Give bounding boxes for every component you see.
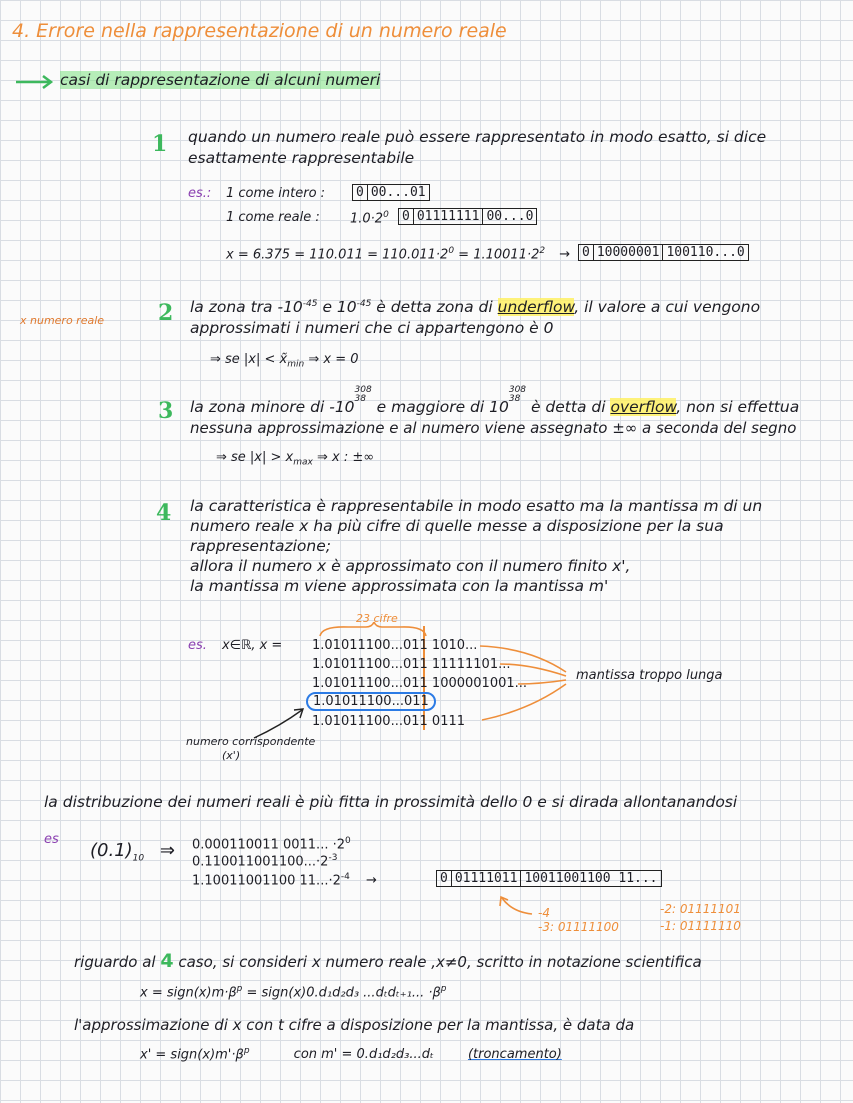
text: ⇒ se |x| > x — [216, 450, 294, 465]
exp: p — [440, 984, 447, 994]
row-value: 1.01011100...011 — [312, 638, 428, 653]
corresponding-symbol: (x') — [222, 749, 241, 762]
row-tail: 11111101... — [431, 657, 511, 672]
cifre-label: 23 cifre — [356, 612, 398, 625]
overflow-keyword: overflow — [610, 398, 677, 416]
value-box: 00...01 — [367, 184, 430, 201]
arrow-right-icon — [14, 74, 54, 90]
text: e maggiore di 10 — [376, 398, 509, 416]
text: è detta zona di — [376, 298, 493, 316]
case-4-line-1: la caratteristica è rappresentabile in modo esatto ma la mantissa m di un — [190, 497, 763, 515]
row-tail: 1010... — [431, 638, 478, 653]
mantissa-box: 10011001100 11... — [520, 870, 661, 887]
mantissa-box: 00...0 — [482, 208, 537, 225]
mantissa-row-5 — [312, 714, 465, 729]
formula-1 — [140, 984, 447, 1000]
mantissa-box: 100110...0 — [662, 244, 748, 261]
implies-glyph: ⇒ — [159, 840, 175, 861]
example-5-label: es — [44, 832, 59, 847]
exp: -45 — [302, 298, 318, 309]
reale-boxes — [398, 208, 536, 225]
sub: max — [293, 457, 313, 468]
example-5-lhs — [90, 840, 175, 864]
lhs-base: 10 — [132, 853, 145, 864]
case-1-line-2: esattamente rappresentabile — [188, 149, 415, 167]
troncamento-label: (troncamento) — [467, 1047, 562, 1063]
brace-23-cifre — [318, 622, 428, 638]
reale-exp: 0 — [383, 210, 389, 220]
section-subtitle: casi di rappresentazione di alcuni numeri — [60, 71, 381, 89]
arrow-glyph: → — [559, 247, 571, 263]
text: caso, si consideri x numero reale ,x≠0, scritto in notazione scientifica — [178, 953, 702, 971]
exp: 38 — [508, 394, 521, 404]
exp-note-2: -3: 01111100 — [538, 920, 619, 934]
x-exp-2: 2 — [539, 246, 546, 256]
text: e 10 — [322, 298, 357, 316]
distribution-text: la distribuzione dei numeri reali è più fitta in prossimità dello 0 e si dirada allontanandosi — [44, 793, 738, 811]
arrow-glyph: → — [365, 873, 377, 889]
reale-label: 1 come reale : — [226, 210, 320, 225]
text: x = sign(x)m·β — [140, 985, 237, 1001]
text: la zona tra -10 — [190, 298, 303, 316]
case-1-line-1: quando un numero reale può essere rappresentato in modo esatto, si dice — [188, 128, 767, 146]
approx-text: l'approssimazione di x con t cifre a disposizione per la mantissa, è data da — [74, 1016, 635, 1034]
formula-2 — [140, 1046, 562, 1062]
row-value: 1.01011100...011 — [312, 676, 428, 691]
example-5-boxes — [436, 870, 661, 887]
corresponding-label: numero corrispondente — [186, 735, 316, 748]
row-tail: 0111 — [431, 714, 466, 729]
exp-note-4: -1: 01111110 — [660, 919, 741, 933]
exp: 38 — [354, 394, 366, 404]
exponent-arrow — [496, 894, 536, 916]
text: ⇒ x = 0 — [308, 352, 359, 367]
x-expr-a: x = 6.375 = 110.011 = 110.011·2 — [226, 247, 449, 263]
exp: p — [243, 1046, 250, 1056]
text: = sign(x)0.d₁d₂d₃ ...dₜdₜ₊₁... ·β — [242, 985, 441, 1001]
sub: min — [287, 359, 305, 370]
mantissa-note: mantissa troppo lunga — [576, 668, 723, 683]
sign-box: 0 — [352, 184, 368, 201]
sign-box: 0 — [398, 208, 414, 225]
row-value: 1.10011001100 11...·2 — [192, 873, 341, 889]
case-4-line-4: allora il numero x è approssimato con il numero finito x', — [190, 557, 631, 575]
sign-box: 0 — [578, 244, 594, 261]
exp-note-3: -2: 01111101 — [660, 902, 741, 916]
row-value: 1.01011100...011 — [312, 657, 428, 672]
text: è detta di — [530, 398, 606, 416]
mantissa-row-1 — [312, 638, 477, 653]
exp: p — [236, 984, 243, 994]
case-4-line-3: rappresentazione; — [190, 537, 331, 555]
exponent-box: 01111111 — [413, 208, 484, 225]
row-value: 0.000110011 0011... ·2 — [192, 837, 345, 853]
overflow-implication — [216, 450, 374, 468]
x-expression — [226, 246, 570, 262]
exponent-box: 01111011 — [451, 870, 522, 887]
mantissa-arrows — [470, 640, 580, 730]
case-3-line-1 — [190, 385, 800, 416]
exponent-box: 10000001 — [593, 244, 664, 261]
binary-row-1 — [192, 836, 351, 852]
page-title: 4. Errore nella rappresentazione di un numero reale — [12, 20, 507, 42]
example-4-label: es. — [188, 638, 207, 653]
x-exp-1: 0 — [448, 246, 455, 256]
intero-boxes — [352, 184, 429, 201]
reale-expr-text: 1.0·2 — [350, 211, 384, 227]
intero-label: 1 come intero : — [226, 186, 326, 201]
riguardo-text — [74, 950, 702, 972]
text: con m' = 0.d₁d₂d₃...dₜ — [293, 1047, 434, 1063]
text: ⇒ se |x| < x̃ — [210, 352, 288, 367]
text: ⇒ x : ±∞ — [316, 450, 375, 465]
mantissa-row-4 — [306, 694, 436, 709]
case-ref: 4 — [160, 950, 174, 972]
case-2-line-1 — [190, 298, 760, 316]
x-boxes — [578, 244, 748, 261]
binary-row-2 — [192, 853, 337, 869]
x-expr-b: = 1.10011·2 — [454, 247, 540, 263]
exp-note-1: -4 — [538, 906, 550, 920]
row-value: 0.110011001100...·2 — [192, 854, 329, 870]
row-value: 1.01011100...011 — [312, 714, 428, 729]
case-4-line-5: la mantissa m viene approssimata con la mantissa m' — [190, 577, 609, 595]
case-4-line-2: numero reale x ha più cifre di quelle messe a disposizione per la sua — [190, 517, 724, 535]
exp: 308 — [354, 385, 372, 395]
binary-row-3 — [192, 872, 377, 888]
exp: 308 — [508, 385, 527, 395]
exp: -45 — [356, 298, 372, 309]
case-2-line-2: approssimati i numeri che ci appartengono è 0 — [190, 319, 554, 337]
text: , non si effettua — [676, 398, 800, 416]
example-4-lead: x∈ℝ, x = — [222, 638, 283, 653]
text: , il valore a cui vengono — [574, 298, 761, 316]
row-tail: 1000001001... — [431, 676, 528, 691]
case-number-4: 4 — [156, 500, 172, 526]
case-number-3: 3 — [158, 398, 174, 424]
row-exp: 0 — [345, 836, 351, 846]
underflow-keyword: underflow — [497, 298, 575, 316]
case-number-1: 1 — [152, 131, 168, 157]
underflow-implication — [210, 352, 359, 370]
reale-expr — [350, 210, 389, 226]
side-note: x numero reale — [20, 314, 105, 327]
case-number-2: 2 — [158, 300, 174, 326]
row-exp: -4 — [340, 872, 350, 882]
case-3-line-2: nessuna approssimazione e al numero viene assegnato ±∞ a seconda del segno — [190, 419, 797, 437]
text: riguardo al — [74, 953, 156, 971]
example-label: es.: — [188, 186, 212, 201]
text: la zona minore di -10 — [190, 398, 355, 416]
lhs-value: (0.1) — [90, 840, 133, 861]
row-exp: -3 — [328, 853, 338, 863]
text: x' = sign(x)m'·β — [140, 1047, 244, 1063]
corresponding-number: 1.01011100...011 — [306, 692, 436, 711]
sign-box: 0 — [436, 870, 452, 887]
